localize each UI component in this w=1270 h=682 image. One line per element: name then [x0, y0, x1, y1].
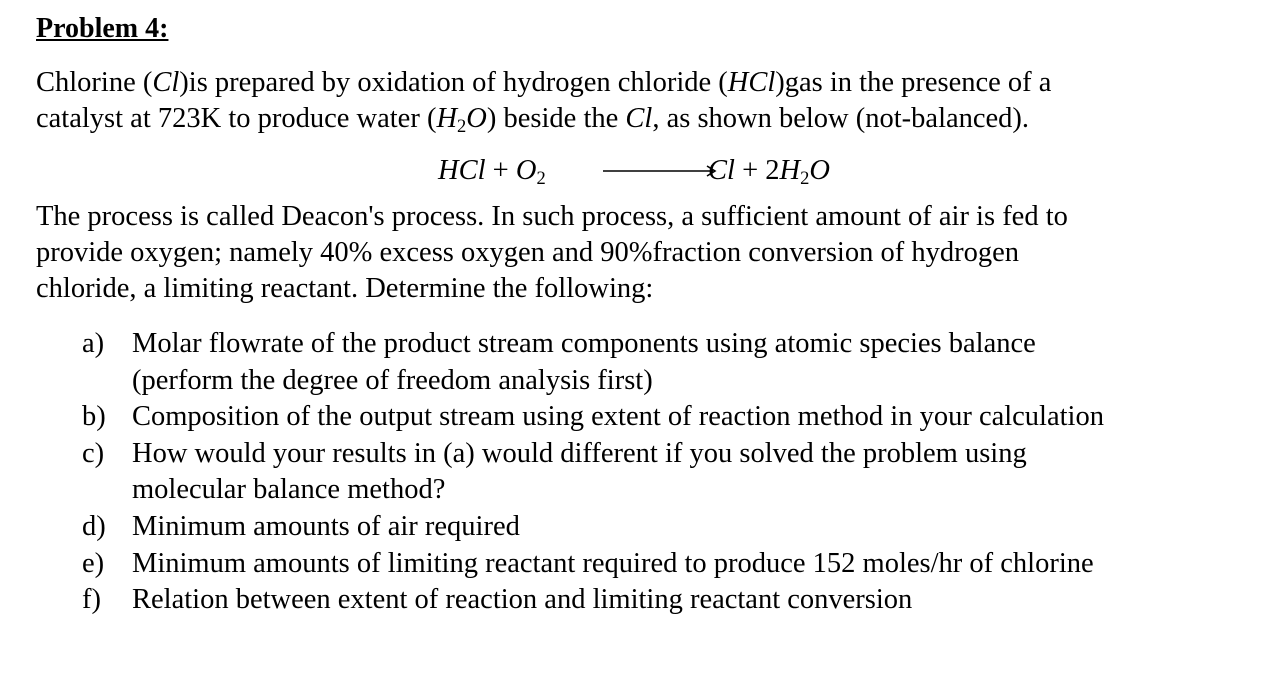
question-marker: f) — [82, 584, 101, 616]
description-line: The process is called Deacon's process. In such process, a sufficient amount of air is fed to — [36, 201, 1068, 232]
question-marker: b) — [82, 401, 106, 433]
problem-page — [36, 12, 1256, 619]
water-formula: $H_2O$ — [436, 103, 487, 138]
hcl-symbol: HCl — [727, 67, 776, 98]
question-item: e) Minimum amounts of limiting reactant required to produce 152 moles/hr of chlorine — [36, 546, 1256, 583]
question-marker: a) — [82, 328, 105, 359]
question-item: f) Relation between extent of reaction and limiting reactant conversion — [36, 582, 1256, 619]
question-marker: d) — [82, 510, 106, 542]
reaction-arrow-icon — [603, 155, 719, 187]
description-line: provide oxygen; namely 40% excess oxygen and 90%fraction conversion of hydrogen — [36, 237, 1019, 268]
question-marker: e) — [82, 547, 105, 579]
intro-text: )is prepared by oxidation of hydrogen chloride ( — [179, 67, 728, 98]
intro-text: Chlorine ( — [36, 67, 153, 98]
description-line: chloride, a limiting reactant. Determine the following: — [36, 273, 654, 304]
description-paragraph — [36, 199, 1256, 307]
question-item: a) Molar flowrate of the product stream components using atomic species balance (perform the degree of freedom analysis first) — [82, 328, 1036, 396]
intro-text: )gas in the presence of a — [775, 67, 1052, 98]
chlorine-symbol: Cl — [625, 103, 653, 134]
question-list — [36, 326, 1256, 619]
chlorine-symbol: Cl — [152, 67, 180, 98]
problem-title: Problem 4: — [36, 13, 169, 44]
question-marker: c) — [82, 437, 105, 469]
equation-reactants: HCl + $O_2$ — [438, 155, 546, 190]
intro-text: , as shown below (not-balanced). — [652, 103, 1030, 134]
question-item: b) Composition of the output stream using extent of reaction method in your calculation — [36, 399, 1256, 436]
intro-text: ) beside the — [486, 103, 626, 134]
intro-text: catalyst at 723K to produce water ( — [36, 103, 437, 134]
reaction-equation — [36, 141, 1256, 199]
intro-paragraph — [36, 65, 1256, 137]
equation-products: $Cl + 2H_2O$ — [708, 155, 830, 190]
question-item: d) Minimum amounts of air required — [36, 509, 1256, 546]
question-item: c) How would your results in (a) would different if you solved the problem using molecular balance method? — [82, 437, 1027, 506]
